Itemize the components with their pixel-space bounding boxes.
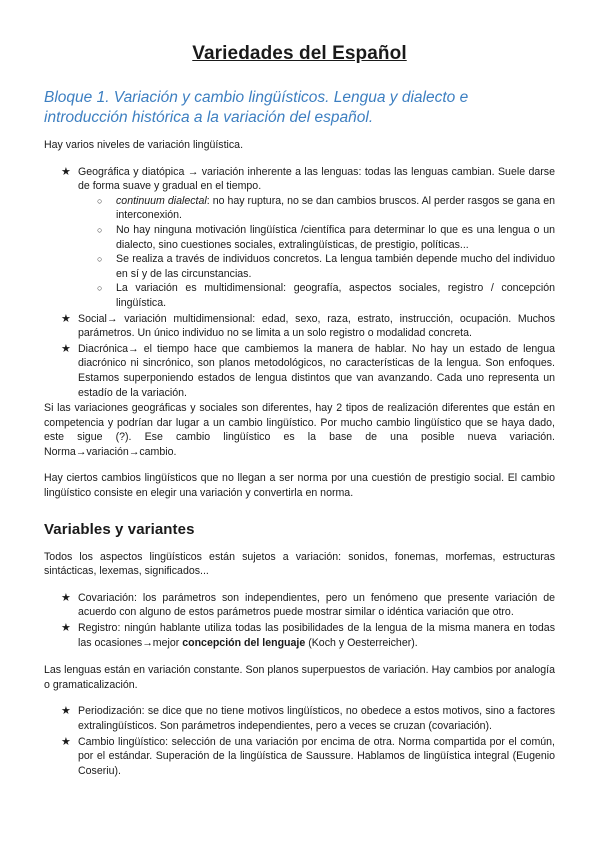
star-bullet-icon: ★ [61,705,71,718]
sub-list [78,194,555,311]
variables-list [44,591,555,650]
star-bullet-icon: ★ [61,165,71,178]
list-item [61,735,555,779]
list-item [61,591,555,620]
star-bullet-icon: ★ [61,312,71,325]
sub-list-item-text: : no hay ruptura, no se dan cambios bruscos. Al perder rasgos se gana en interconexión. [116,194,555,222]
page-title: Variedades del Español [192,43,407,64]
list-item [61,621,555,650]
star-bullet-icon: ★ [61,735,71,748]
sub-list-item [97,252,555,281]
sub-list-item [97,194,555,223]
star-bullet-icon: ★ [61,342,71,355]
sub-list-item-text: La variación es multidimensional: geografía, aspectos sociales, registro / concepción lingüística. [116,282,555,309]
list-item-text: Periodización: se dice que no tiene motivos lingüísticos, no obedece a estos motivos, sino a factores extralingüísticos. Son parámetros independientes, pero a veces se cruzan (covariación). [78,705,555,732]
paragraph-change: Hay ciertos cambios lingüísticos que no llegan a ser norma por una cuestión de prestigio social. El cambio lingüístico consiste en elegir una variación y convertirla en norma. [44,472,555,500]
list-item-text: (Koch y Oesterreicher). [305,636,418,649]
star-bullet-icon: ★ [61,591,71,604]
list-item [61,342,555,400]
paragraph-constant-variation: Las lenguas están en variación constante. Son planos superpuestos de variación. Hay cambios por analogía o gramaticalización. [44,664,555,691]
list-item [61,704,555,733]
paragraph-variations: Si las variaciones geográficas y sociales son diferentes, hay 2 tipos de realización diferentes que están en competencia y podrían dar lugar a un cambio lingüístico. Por mucho cambio lingüístico que se haya dado, este sigue (?). Ese cambio lingüístico es la base de una posible nueva variación. Norma→variación→cambio. [44,402,555,458]
list-item [61,165,555,311]
list-item-text: Cambio lingüístico: selección de una variación por encima de otra. Norma compartida por el común, por el estándar. Superación de la lingüística de Saussure. Hablamos de lingüística integral (Eugenio Coseriu). [78,735,555,777]
section-heading: Variables y variantes [44,520,195,538]
star-bullet-icon: ★ [61,622,71,635]
sub-list-item-text: Se realiza a través de individuos concretos. La lengua también depende mucho del individuo en sí y de las circunstancias. [116,253,555,280]
circle-bullet-icon: ○ [97,254,103,265]
list-item-text: Covariación: los parámetros son independientes, pero un fenómeno que presente variación de acuerdo con alguno de estos parámetros puede mostrar similar o idéntica variación que otro. [78,591,555,619]
sub-list-item [97,223,555,252]
list-item-text: Registro: ningún hablante utiliza todas las posibilidades de la lengua de la misma manera en todas las ocasiones→mejor [78,622,555,649]
levels-list [44,165,555,401]
bold-term: concepción del lenguaje [182,636,306,649]
italic-term: continuum dialectal [116,194,207,207]
list-item-text: Geográfica y diatópica → variación inherente a las lenguas: todas las lenguas cambian. Suele darse de forma suave y gradual en el tiempo. [78,165,555,193]
change-list [44,704,555,778]
circle-bullet-icon: ○ [97,195,103,206]
block-subtitle: Bloque 1. Variación y cambio lingüísticos. Lengua y dialecto e introducción histórica a la variación del español. [44,89,469,126]
list-item [61,312,555,341]
list-item-text: Social→ variación multidimensional: edad, sexo, raza, estrato, instrucción, ocupación. Muchos parámetros. Un único individuo no se limita a un solo registro o modalidad concreta. [78,312,555,340]
list-item-text: Diacrónica→ el tiempo hace que cambiemos la manera de hablar. No hay un estado de lengua diacrónico ni sincrónico, son planos metodológicos, no características de la lengua. Son enfoques. Estamos superponiendo estados de lengua distintos que van avanzando. Cada uno representa un estadío de la variación. [78,342,555,399]
circle-bullet-icon: ○ [97,224,103,235]
intro-text: Hay varios niveles de variación lingüística. [44,139,244,151]
sub-list-item-text: No hay ninguna motivación lingüística /científica para determinar lo que es una lengua o un dialecto, sino cuestiones sociales, extralingüísticas, de prestigio, políticas... [116,223,555,251]
section-intro: Todos los aspectos lingüísticos están sujetos a variación: sonidos, fonemas, morfemas, estructuras sintácticas, lexemas, significados... [44,550,555,578]
sub-list-item [97,281,555,310]
circle-bullet-icon: ○ [97,283,103,294]
